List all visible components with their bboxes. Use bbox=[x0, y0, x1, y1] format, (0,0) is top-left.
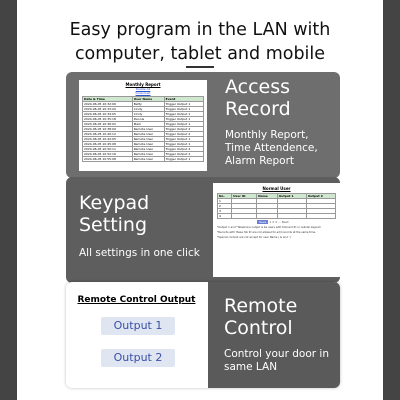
remote-control-title bbox=[224, 295, 297, 339]
table-cell: Trigger Output 1 bbox=[164, 142, 203, 147]
keypad-note-1: *Output 1 and *Telephone output is be users with fob/card ID or cellular keypad. bbox=[217, 226, 322, 229]
keypad-setting-description: All settings in one click bbox=[79, 247, 200, 259]
download-link: Download bbox=[135, 91, 151, 95]
table-cell: Remote User bbox=[132, 152, 164, 157]
output-2-button[interactable]: Output 2 bbox=[101, 349, 175, 367]
input-cell[interactable] bbox=[306, 214, 335, 219]
table-cell: Dennis bbox=[132, 117, 164, 122]
table-cell: Remote User bbox=[132, 147, 164, 152]
table-cell: Trigger Output 1 bbox=[164, 112, 203, 117]
keypad-header-cell: Name bbox=[257, 194, 278, 199]
input-cell[interactable] bbox=[277, 214, 306, 219]
table-cell: 2024-06-05 10:36:02 bbox=[83, 122, 133, 127]
table-cell: Trigger Output 2 bbox=[164, 127, 203, 132]
keypad-note-3: *Special content are not accept for user Name ( & and ' ) bbox=[217, 236, 292, 239]
keypad-title-line-1: Keypad bbox=[79, 192, 150, 214]
table-row bbox=[83, 147, 204, 152]
table-cell: Betty bbox=[132, 102, 164, 107]
keypad-setting-title bbox=[79, 192, 149, 236]
keypad-setting-card bbox=[66, 177, 340, 283]
normal-user-screenshot bbox=[213, 183, 340, 277]
table-cell: Trigger Output 1 bbox=[164, 117, 203, 122]
table-cell: Cindy bbox=[132, 112, 164, 117]
row-number-cell: 2 bbox=[218, 204, 232, 209]
table-cell: 2024-06-05 10:35:18 bbox=[83, 117, 133, 122]
table-row bbox=[83, 142, 204, 147]
delete-all-link: Delete All bbox=[135, 87, 151, 91]
table-cell: 2024-06-05 10:40:12 bbox=[83, 132, 133, 137]
access-desc-line-1: Monthly Report, bbox=[225, 129, 309, 141]
remote-control-card bbox=[66, 282, 340, 388]
table-cell: 2024-06-05 10:55:08 bbox=[83, 157, 133, 162]
access-desc-line-3: Alarm Report bbox=[225, 155, 295, 167]
table-row bbox=[83, 117, 204, 122]
table-cell: 2024-06-05 10:45:08 bbox=[83, 142, 133, 147]
access-desc-line-2: Time Attendence, bbox=[225, 142, 318, 154]
keypad-save-button[interactable]: Save bbox=[259, 220, 267, 224]
table-row bbox=[83, 157, 204, 162]
table-cell: Cindy bbox=[132, 107, 164, 112]
keypad-title-line-2: Setting bbox=[79, 214, 148, 236]
access-header-cell: User Name bbox=[132, 97, 164, 102]
keypad-header-cell: No. bbox=[218, 194, 232, 199]
table-cell: 2024-06-05 10:52:16 bbox=[83, 152, 133, 157]
monthly-report-table bbox=[82, 96, 204, 162]
remote-desc-line-1: Control your door in bbox=[224, 348, 329, 360]
input-cell[interactable] bbox=[232, 214, 257, 219]
remote-control-description bbox=[224, 348, 329, 374]
table-cell: Trigger Output 2 bbox=[164, 152, 203, 157]
table-cell: 2024-06-05 10:34:05 bbox=[83, 112, 133, 117]
row-number-cell: 4 bbox=[218, 214, 232, 219]
access-record-card bbox=[66, 72, 340, 178]
table-row bbox=[83, 132, 204, 137]
table-cell: 2024-06-05 10:42:05 bbox=[83, 137, 133, 142]
table-cell: Remote User bbox=[132, 157, 164, 162]
headline-line-2: computer, tablet and mobile bbox=[74, 44, 326, 64]
monthly-report-screenshot bbox=[79, 80, 207, 171]
access-record-title bbox=[225, 76, 291, 120]
table-cell: Trigger Output 1 bbox=[164, 102, 203, 107]
table-cell: Trigger Output 1 bbox=[164, 107, 203, 112]
access-title-line-2: Record bbox=[225, 98, 291, 120]
row-number-cell: 3 bbox=[218, 209, 232, 214]
normal-user-table bbox=[217, 193, 336, 219]
table-cell: Trigger Output 1 bbox=[164, 137, 203, 142]
monthly-report-caption: Monthly Report bbox=[125, 82, 161, 87]
keypad-header-cell: Output 1 bbox=[277, 194, 306, 199]
remote-control-info bbox=[208, 282, 340, 388]
page-headline bbox=[17, 18, 383, 66]
normal-user-caption: Normal User bbox=[262, 186, 291, 191]
access-header-cell: Event bbox=[164, 97, 203, 102]
table-row bbox=[83, 127, 204, 132]
table-cell: Trigger Output 1 bbox=[164, 157, 203, 162]
table-cell: Remote User bbox=[132, 127, 164, 132]
remote-control-output-title: Remote Control Output bbox=[77, 295, 196, 305]
access-header-cell: Date & Time bbox=[83, 97, 133, 102]
remote-desc-line-2: same LAN bbox=[224, 361, 278, 373]
remote-title-line-1: Remote bbox=[224, 295, 298, 317]
table-cell: Remote User bbox=[132, 142, 164, 147]
table-cell: Remote User bbox=[132, 137, 164, 142]
table-cell: 2024-06-05 10:38:09 bbox=[83, 127, 133, 132]
table-cell: Remote User bbox=[132, 132, 164, 137]
table-row bbox=[83, 137, 204, 142]
output-1-button[interactable]: Output 1 bbox=[101, 317, 175, 335]
access-record-description bbox=[225, 129, 318, 168]
table-cell: Trigger Output 1 bbox=[164, 122, 203, 127]
table-cell: 2024-06-05 10:33:20 bbox=[83, 107, 133, 112]
input-cell[interactable] bbox=[257, 214, 278, 219]
main-panel bbox=[17, 0, 383, 400]
table-row bbox=[218, 214, 336, 219]
row-number-cell: 1 bbox=[218, 199, 232, 204]
headline-divider bbox=[186, 66, 214, 68]
table-cell: Mark bbox=[132, 122, 164, 127]
keypad-header-cell: Output 2 bbox=[306, 194, 335, 199]
table-cell: 2024-06-05 10:50:11 bbox=[83, 147, 133, 152]
keypad-pager[interactable]: 1 2 3 ... Next bbox=[269, 220, 289, 224]
table-cell: Trigger Output 2 bbox=[164, 147, 203, 152]
table-cell: Trigger Output 2 bbox=[164, 132, 203, 137]
table-row bbox=[83, 152, 204, 157]
remote-title-line-2: Control bbox=[224, 317, 293, 339]
keypad-note-2: *Records with these fob ID are not allowed to add records at the same time. bbox=[217, 231, 316, 234]
table-cell: 2024-06-05 10:32:06 bbox=[83, 102, 133, 107]
keypad-header-cell: User ID bbox=[232, 194, 257, 199]
access-title-line-1: Access bbox=[225, 76, 291, 98]
headline-line-1: Easy program in the LAN with bbox=[69, 20, 331, 40]
